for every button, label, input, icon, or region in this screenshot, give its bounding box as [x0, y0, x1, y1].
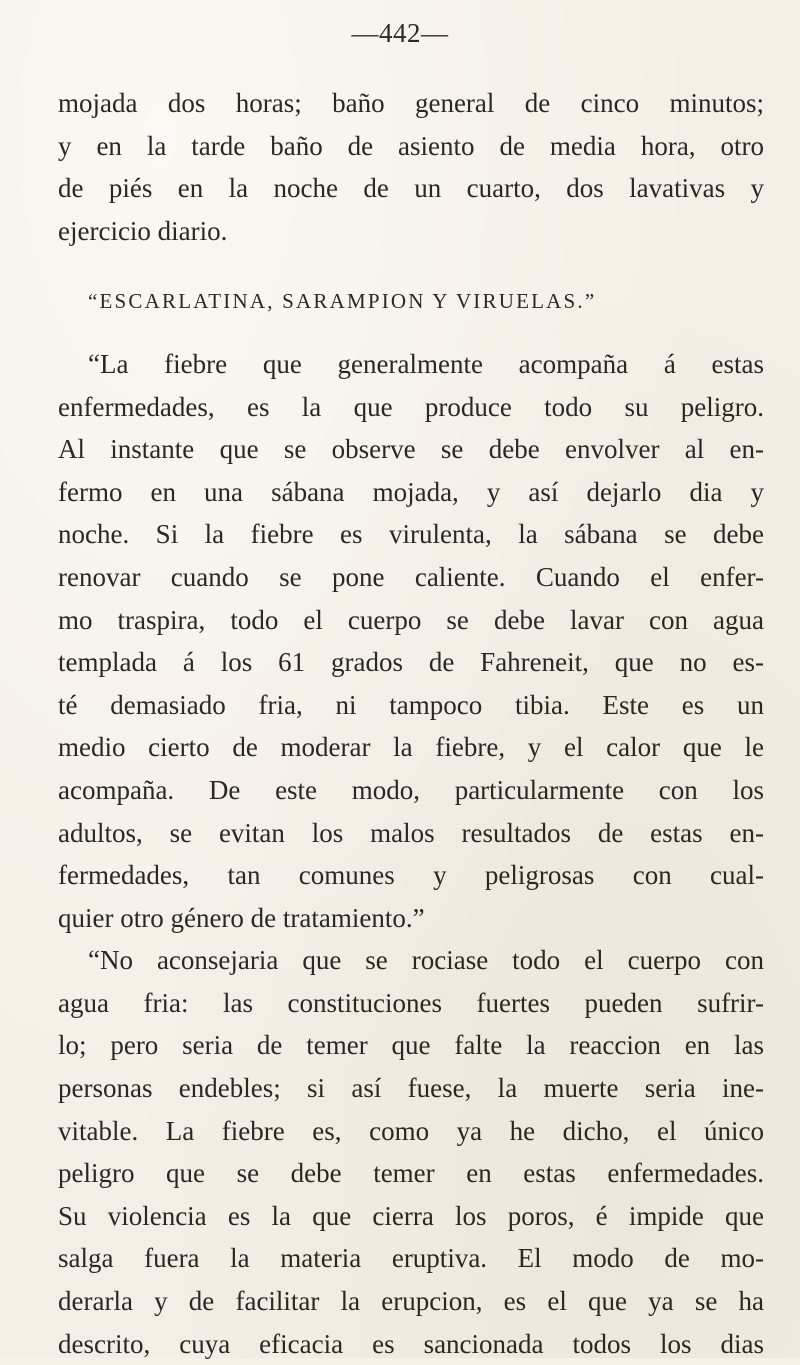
text-line: quier otro género de tratamiento.”	[58, 902, 425, 933]
text-line: enfermedades, es la que produce todo su peligro.	[58, 391, 764, 422]
text-line: “La fiebre que generalmente acompaña á estas	[88, 348, 764, 379]
text-line: “No aconsejaria que se rociase todo el cuerpo con	[88, 945, 764, 976]
text-line: té demasiado fria, ni tampoco tibia. Este es un	[58, 689, 764, 720]
text-line: medio cierto de moderar la fiebre, y el calor que le	[58, 732, 764, 763]
text-line: Su violencia es la que cierra los poros, é impide que	[58, 1200, 764, 1231]
text-line: fermedades, tan comunes y peligrosas con cual-	[58, 860, 764, 891]
text-line: adultos, se evitan los malos resultados de estas en-	[58, 817, 764, 848]
paragraph-2	[58, 343, 764, 939]
text-line: y en la tarde baño de asiento de media hora, otro	[58, 130, 764, 161]
page-number: —442—	[351, 18, 449, 48]
text-line: fermo en una sábana mojada, y así dejarlo dia y	[58, 476, 764, 507]
section-heading: “ESCARLATINA, SARAMPION Y VIRUELAS.”	[88, 289, 597, 314]
text-line: peligro que se debe temer en estas enfermedades.	[58, 1158, 764, 1189]
text-line: Al instante que se observe se debe envolver al en-	[58, 434, 764, 465]
text-line: acompaña. De este modo, particularmente con los	[58, 774, 764, 805]
text-line: renovar cuando se pone caliente. Cuando el enfer-	[58, 561, 764, 592]
text-line: salga fuera la materia eruptiva. El modo de mo-	[58, 1243, 764, 1274]
text-line: agua fria: las constituciones fuertes pueden sufrir-	[58, 987, 764, 1018]
paragraph-3	[58, 939, 764, 1365]
text-line: templada á los 61 grados de Fahreneit, que no es-	[58, 647, 764, 678]
text-line: mojada dos horas; baño general de cinco minutos;	[58, 88, 764, 118]
text-line: descrito, cuya eficacia es sancionada todos los dias	[58, 1328, 764, 1359]
text-line: lo; pero seria de temer que falte la reaccion en las	[58, 1030, 764, 1061]
text-line: de piés en la noche de un cuarto, dos lavativas y	[58, 173, 764, 204]
paragraph-1	[58, 82, 764, 252]
text-line: ejercicio diario.	[58, 215, 228, 246]
text-line: mo traspira, todo el cuerpo se debe lavar con agua	[58, 604, 764, 635]
text-line: derarla y de facilitar la erupcion, es el que ya se ha	[58, 1286, 764, 1317]
text-line: vitable. La fiebre es, como ya he dicho, el único	[58, 1115, 764, 1146]
text-line: personas endebles; si así fuese, la muerte seria ine-	[58, 1073, 764, 1104]
text-line: noche. Si la fiebre es virulenta, la sábana se debe	[58, 519, 764, 550]
body-text	[58, 82, 764, 1365]
